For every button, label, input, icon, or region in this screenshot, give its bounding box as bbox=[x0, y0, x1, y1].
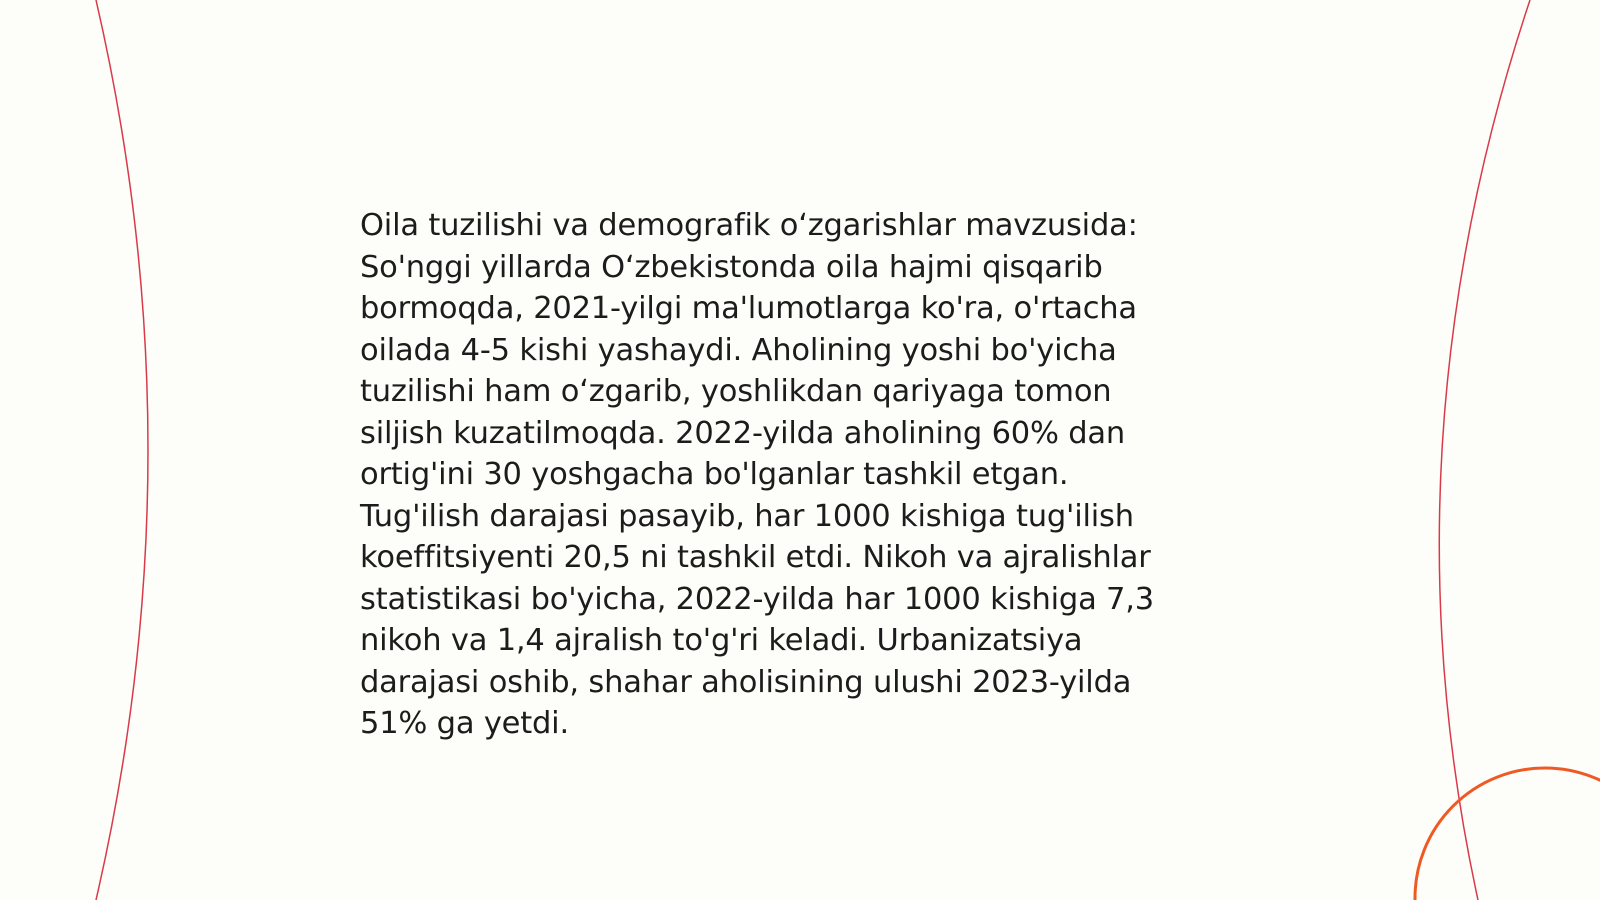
left-curve-line bbox=[96, 0, 148, 900]
right-curve-line bbox=[1439, 0, 1530, 900]
orange-arc bbox=[1415, 768, 1600, 900]
body-text: Oila tuzilishi va demografik o‘zgarishlar mavzusida: So'nggi yillarda O‘zbekistonda oila hajmi qisqarib bormoqda, 2021-yilgi ma'lumotlarga ko'ra, o'rtacha oilada 4-5 kishi yashaydi. Aholining yoshi bo'yicha tuzilishi ham o‘zgarib, yoshlikdan qariyaga tomon siljish kuzatilmoqda. 2022-yilda aholining 60% dan ortig'ini 30 yoshgacha bo'lganlar tashkil etgan. Tug'ilish darajasi pasayib, har 1000 kishiga tug'ilish koeffitsiyenti 20,5 ni tashkil etdi. Nikoh va ajralishlar statistikasi bo'yicha, 2022-yilda har 1000 kishiga 7,3 nikoh va 1,4 ajralish to'g'ri keladi. Urbanizatsiya darajasi oshib, shahar aholisining ulushi 2023-yilda 51% ga yetdi. bbox=[360, 208, 1154, 741]
